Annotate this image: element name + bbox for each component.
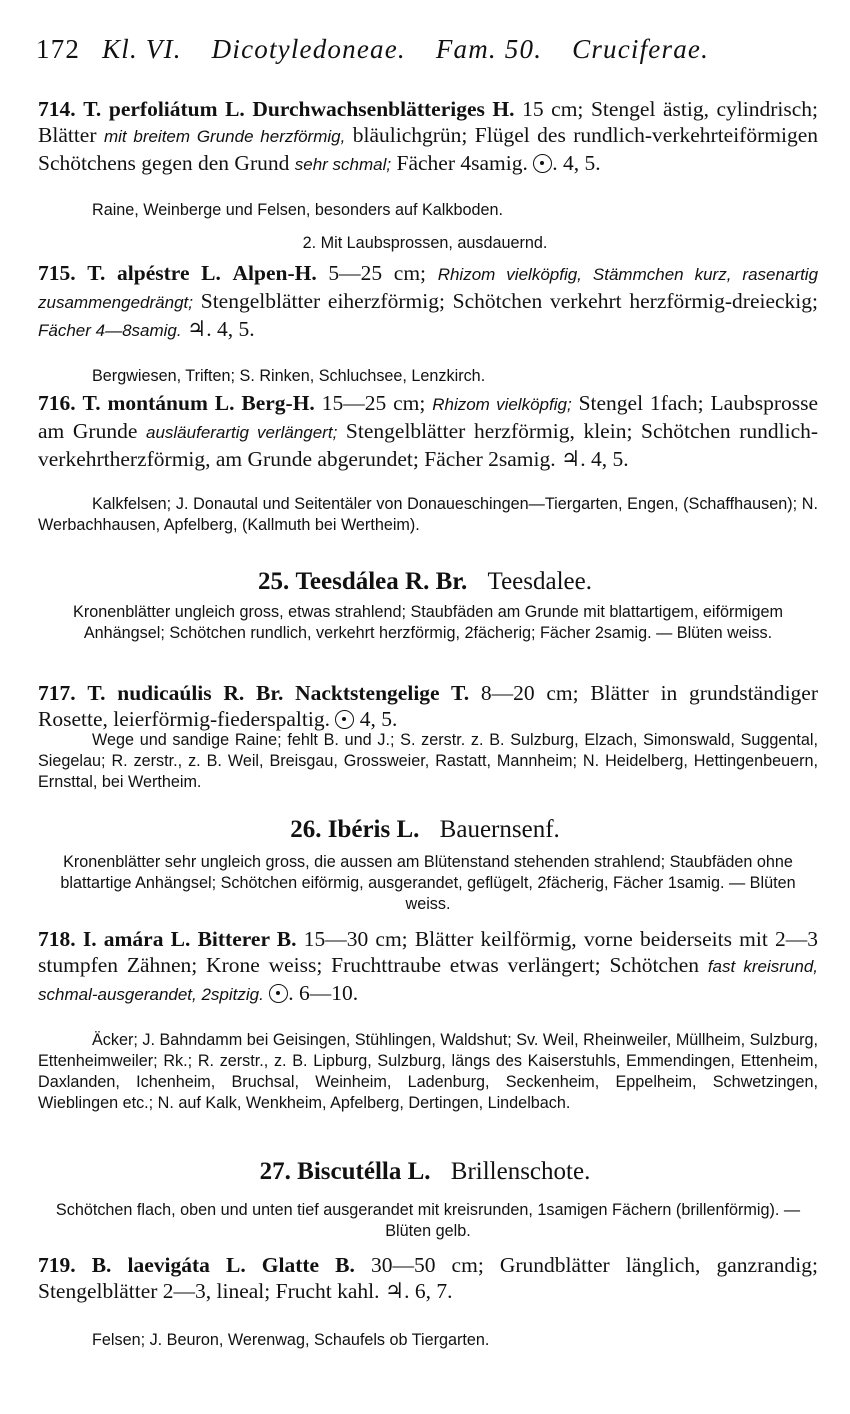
genus-name: Ibéris L. [327,816,420,843]
species-german-name: Alpen-H. [232,261,317,285]
species-text: Stengelblätter herzförmig, klein; Schötchen rundlich-verkehrtherzförmig, am Grunde abgerundet; Fächer 2samig. ♃. 4, 5. [38,419,819,471]
species-number: 714. [38,97,76,121]
species-number: 716. [38,391,76,415]
species-text-italic: fast kreisrund, schmal-ausgerandet, 2spitzig. [38,957,819,1004]
genus-number: 26. [290,816,322,843]
header-family-label: Fam. 50. [435,34,543,64]
locality-716: Kalkfelsen; J. Donautal und Seitentäler von Donaueschingen—Tiergarten, Engen, (Schaffhausen); N. Werbachhausen, Apfelberg, (Kallmuth bei Wertheim). [38,495,818,534]
species-text: . 4, 5. [552,151,601,175]
species-german-name: Berg-H. [241,391,315,415]
species-text-italic: sehr schmal; [294,155,392,174]
species-text: Stengelblätter eiherzförmig; Schötchen verkehrt herzförmig-dreieckig; [200,289,818,313]
circle-dot-icon [335,710,354,729]
species-scientific-name: T. alpéstre L. [87,261,221,285]
circle-dot-icon [533,154,552,173]
page-number: 172 [36,34,81,64]
locality-719: Felsen; J. Beuron, Werenwag, Schaufels ob Tiergarten. [92,1331,490,1349]
species-number: 718. [38,927,76,951]
genus-heading-27 [0,1158,850,1186]
species-entry-715 [38,260,818,344]
genus-number: 25. [258,568,290,595]
species-number: 715. [38,261,76,285]
genus-number: 27. [259,1158,291,1185]
species-entry-718 [38,926,818,1008]
species-scientific-name: T. perfoliátum L. [83,97,245,121]
species-text-italic: ausläuferartig verlängert; [146,423,338,442]
locality-718: Äcker; J. Bahndamm bei Geisingen, Stühlingen, Waldshut; Sv. Weil, Rheinweiler, Müllheim, Sulzburg, Ettenheimweiler; Rk.; R. zerstr., z. B. Lipburg, Sulzburg, längs des Kaiserstuhls, Emmendingen, Ettenheim, Daxlanden, Ichenheim, Bruchsal, Weinheim, Ladenburg, Seckenheim, Eppelheim, Schwetzingen, Wieblingen etc.; N. auf Kalk, Wenkheim, Apfelberg, Dertingen, Lindelbach. [38,1031,818,1112]
genus-heading-26 [0,816,850,844]
species-text-italic: Rhizom vielköpfig, Stämmchen kurz, rasenartig zusammengedrängt; [38,265,819,312]
subsection-heading: 2. Mit Laubsprossen, ausdauernd. [302,234,548,252]
species-scientific-name: I. amára L. [82,927,191,951]
species-text: Stengel 1fach; Laubsprosse am Grunde [38,391,819,443]
running-header [36,34,709,65]
species-german-name: Glatte B. [261,1253,355,1277]
genus-description-27: Schötchen flach, oben und unten tief ausgerandet mit kreisrunden, 1samigen Fächern (brillenförmig). — Blüten gelb. [55,1201,801,1240]
genus-german-name: Teesdalee. [487,568,592,595]
header-subclass: Dicotyledoneae. [211,34,406,64]
locality-714: Raine, Weinberge und Felsen, besonders auf Kalkboden. [92,201,503,219]
species-german-name: Durchwachsenblätteriges H. [252,97,515,121]
species-number: 717. [38,681,76,705]
species-scientific-name: T. montánum L. [82,391,235,415]
genus-description-25: Kronenblätter ungleich gross, etwas strahlend; Staubfäden am Grunde mit blattartigem, eiförmigem Anhängsel; Schötchen rundlich, verkehrt herzförmig, 2fächerig; Fächer 2samig. — Blüten weiss. [73,603,783,642]
genus-heading-25 [0,568,850,596]
genus-description-26: Kronenblätter sehr ungleich gross, die aussen am Blütenstand stehenden strahlend; Staubfäden ohne blattartige Anhängsel; Schötchen eiförmig, ausgerandet, geflügelt, 2fächerig, Fächer 1samig. — Blüten weiss. [60,853,796,913]
species-text: 4, 5. [359,707,398,731]
header-family-name: Cruciferae. [572,34,710,64]
species-german-name: Nacktstengelige T. [295,681,470,705]
species-text: 15 cm; Stengel ästig, cylindrisch; Blätter [38,97,819,147]
species-text: bläulichgrün; Flügel des rundlich-verkehrteiförmigen Schötchens gegen den Grund [38,123,818,175]
species-entry-719 [38,1252,818,1304]
species-text: ♃. 4, 5. [187,317,255,341]
species-text-italic: Rhizom vielköpfig; [432,395,572,414]
species-text: 15—25 cm; [321,391,426,415]
genus-name: Biscutélla L. [297,1158,431,1185]
circle-dot-icon [269,984,288,1003]
species-text: Fächer 4samig. [396,151,528,175]
species-number: 719. [38,1253,76,1277]
species-entry-717 [38,680,818,732]
species-text: 30—50 cm; Grundblätter länglich, ganzrandig; Stengelblätter 2—3, lineal; Frucht kahl. ♃. 6, 7. [38,1253,818,1303]
genus-german-name: Bauernsenf. [439,816,560,843]
species-text: 5—25 cm; [328,261,427,285]
species-entry-716 [38,390,818,472]
species-scientific-name: B. laevigáta L. [91,1253,246,1277]
species-text: . 6—10. [288,981,359,1005]
species-text-italic: mit breitem Grunde herzförmig, [103,127,346,146]
locality-717: Wege und sandige Raine; fehlt B. und J.; S. zerstr. z. B. Sulzburg, Elzach, Simonswald, Suggental, Siegelau; R. zerstr., z. B. Weil, Breisgau, Grossweier, Rastatt, Mannheim; N. Heidelberg, Hettingenbeuern, Ernsttal, bei Wertheim. [38,731,818,791]
locality-715: Bergwiesen, Triften; S. Rinken, Schluchsee, Lenzkirch. [92,367,486,385]
species-text: 8—20 cm; Blätter in grundständiger Rosette, leierförmig-fiederspaltig. [38,681,819,731]
species-text-italic: Fächer 4—8samig. [38,321,182,340]
species-text: 15—30 cm; Blätter keilförmig, vorne beiderseits mit 2—3 stumpfen Zähnen; Krone weiss; Fruchttraube etwas verlängert; Schötchen [38,927,819,977]
genus-name: Teesdálea R. Br. [295,568,468,595]
species-scientific-name: T. nudicaúlis R. Br. [87,681,284,705]
species-entry-714 [38,96,818,178]
species-german-name: Bitterer B. [197,927,297,951]
header-class: Kl. VI. [102,34,182,64]
genus-german-name: Brillenschote. [450,1158,591,1185]
